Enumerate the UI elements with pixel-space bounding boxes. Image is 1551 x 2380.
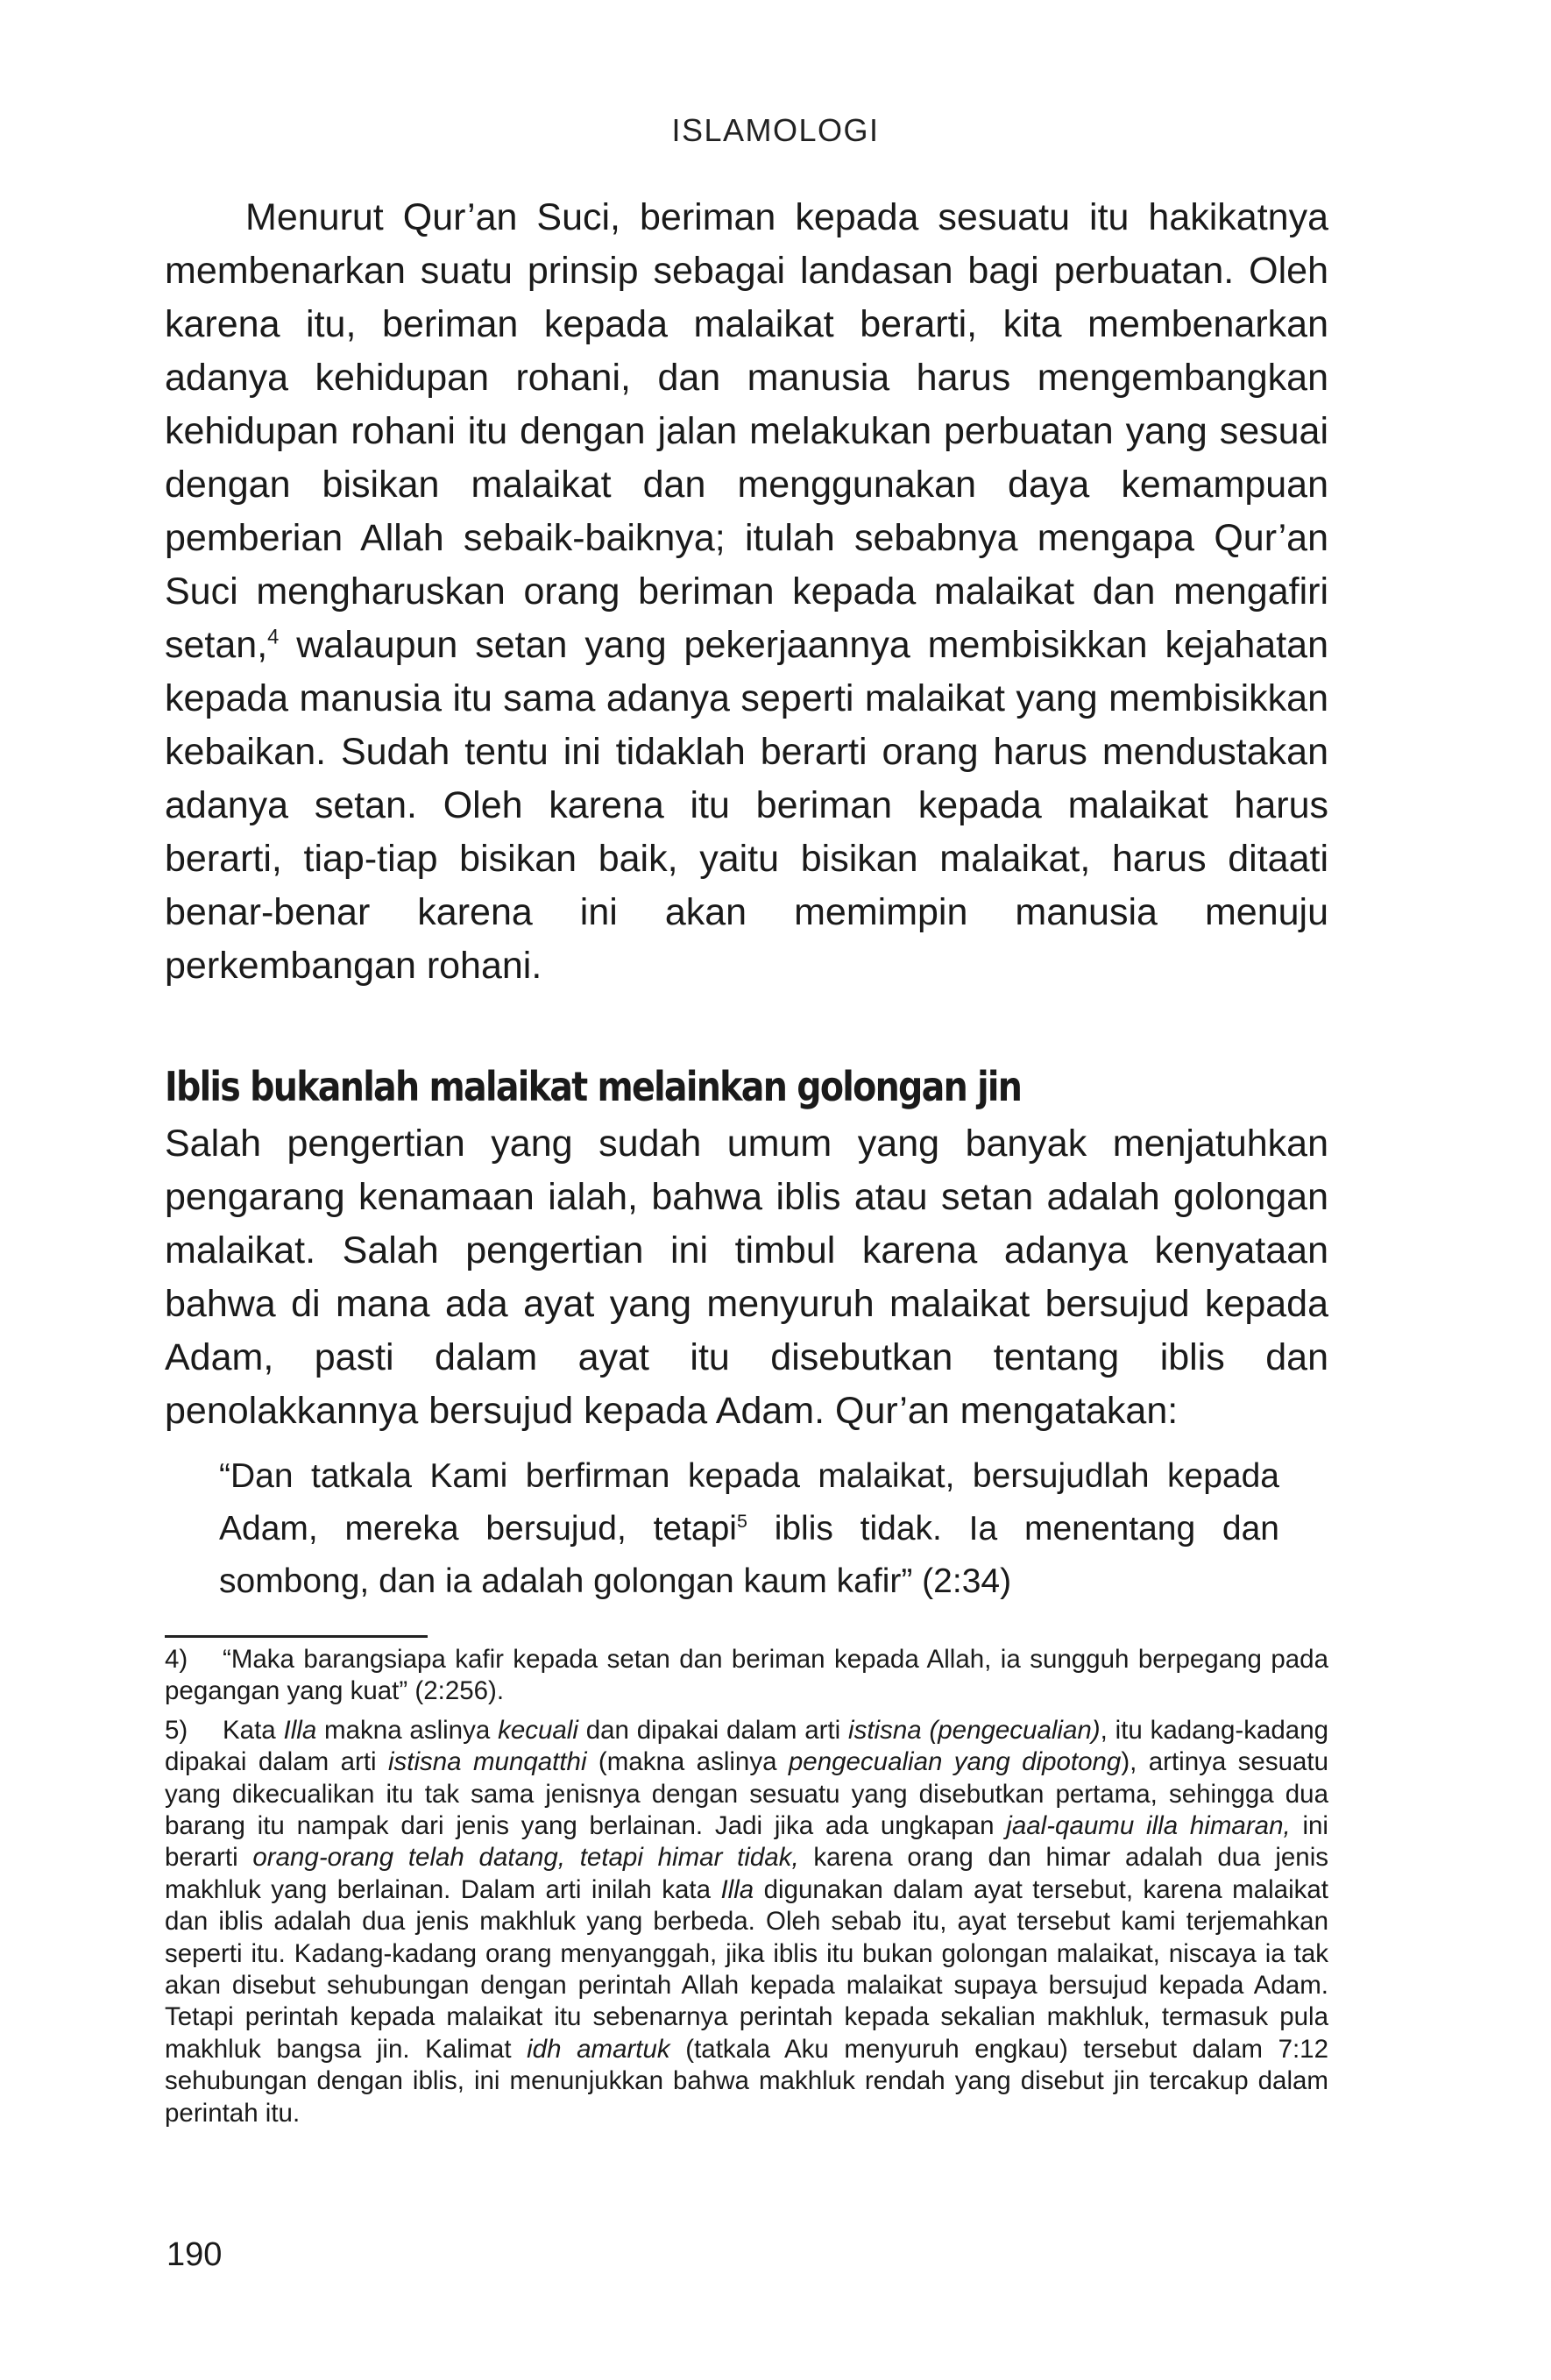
footnote-5-text: digunakan dalam ayat tersebut, karena malaikat dan iblis adalah dua jenis makhluk yang berbeda. Oleh sebab itu, ayat tersebut kami terjemahkan seperti itu. Kadang-kadang orang menyanggah, jika iblis itu bukan golongan malaikat, niscaya ia tak akan disebut sehubungan dengan perintah Allah kepada malaikat supaya bersujud kepada Adam. Tetapi perintah kepada malaikat itu sebenarnya perintah kepada sekalian makhluk, termasuk pula makhluk bangsa jin. Kalimat — [165, 1874, 1328, 2064]
footnote-5-term: istisna munqatthi — [387, 1747, 587, 1777]
footnote-5 — [165, 1715, 1328, 2129]
footnote-5-text: Kata — [223, 1715, 284, 1745]
footnote-4-text: “Maka barangsiapa kafir kepada setan dan beriman kepada Allah, ia sungguh berpegang pada pegangan yang kuat” (2:256). — [165, 1645, 1328, 1706]
footnote-5-text: (makna aslinya — [586, 1747, 789, 1777]
footnote-5-text: ini berarti — [165, 1811, 1328, 1873]
footnote-5-text: makna aslinya — [316, 1715, 499, 1745]
footnote-divider — [165, 1635, 428, 1638]
paragraph-1-text — [165, 191, 1328, 993]
quote-text-a: “Dan tatkala Kami berfirman kepada malaikat, bersujudlah kepada Adam, mereka bersujud, tetapi — [219, 1457, 1279, 1548]
footnote-5-term: kecuali — [498, 1715, 578, 1745]
paragraph-1-text-b: walaupun setan yang pekerjaannya membisikkan kejahatan kepada manusia itu sama adanya seperti malaikat yang membisikkan kebaikan. Sudah tentu ini tidaklah berarti orang harus mendustakan adanya setan. Oleh karena itu beriman kepada malaikat harus berarti, tiap-tiap bisikan baik, yaitu bisikan malaikat, harus ditaati benar-benar karena ini akan memimpin manusia menuju perkembangan rohani. — [165, 624, 1328, 987]
footnote-5-term: orang-orang telah datang, tetapi himar tidak, — [252, 1843, 799, 1873]
quote-text — [219, 1450, 1279, 1608]
footnote-5-term: istisna (pengecualian) — [848, 1715, 1101, 1745]
footnote-5-term: pengecualian yang dipotong — [788, 1747, 1122, 1777]
footnote-5-text: (tatkala Aku menyuruh engkau) tersebut dalam 7:12 sehubungan dengan iblis, ini menunjukkan bahwa makhluk rendah yang disebut jin tercakup dalam perintah itu. — [165, 2034, 1328, 2128]
footnote-5-text: , itu kadang-kadang dipakai dalam arti — [165, 1715, 1329, 1777]
quote-text-b: iblis tidak. Ia menentang dan sombong, dan ia adalah golongan kaum kafir” (2:34) — [219, 1510, 1279, 1600]
footnote-5-number: 5) — [165, 1715, 188, 1745]
footnotes — [165, 1644, 1328, 2136]
paragraph-1 — [165, 191, 1328, 993]
paragraph-2 — [165, 1117, 1328, 1438]
footnote-5-text: ), artinya sesuatu yang dikecualikan itu tak sama jenisnya dengan sesuatu yang disebutkan pertama, sehingga dua barang itu nampak dari jenis yang berlainan. Jadi jika ada ungkapan — [165, 1747, 1328, 1841]
footnote-ref-4: 4 — [267, 626, 280, 649]
running-head: ISLAMOLOGI — [671, 112, 880, 148]
footnote-5-term: idh amartuk — [527, 2034, 670, 2064]
page-number: 190 — [166, 2236, 223, 2273]
footnote-5-text: dan dipakai dalam arti — [577, 1715, 849, 1745]
footnote-ref-5: 5 — [736, 1511, 747, 1532]
footnote-5-text: karena orang dan himar adalah dua jenis makhluk yang berlainan. Dalam arti inilah kata — [165, 1843, 1328, 1904]
footnote-5-term: Illa — [720, 1874, 754, 1904]
footnote-5-term: Illa — [283, 1715, 317, 1745]
footnote-4-number: 4) — [165, 1645, 188, 1674]
quran-quote — [219, 1450, 1279, 1608]
footnote-5-term: jaal-qaumu illa himaran, — [1006, 1811, 1291, 1841]
paragraph-1-text-a: Menurut Qur’an Suci, beriman kepada sesuatu itu hakikatnya membenarkan suatu prinsip sebagai landasan bagi perbuatan. Oleh karena itu, beriman kepada malaikat berarti, kita membenarkan adanya kehidupan rohani, dan manusia harus mengembangkan kehidupan rohani itu dengan jalan melakukan perbuatan yang sesuai dengan bisikan malaikat dan menggunakan daya kemampuan pemberian Allah sebaik-baiknya; itulah sebabnya mengapa Qur’an Suci mengharuskan orang beriman kepada malaikat dan mengafiri setan, — [165, 196, 1328, 666]
paragraph-2-text: Salah pengertian yang sudah umum yang banyak menjatuhkan pengarang kenamaan ialah, bahwa iblis atau setan adalah golongan malaikat. Salah pengertian ini timbul karena adanya kenyataan bahwa di mana ada ayat yang menyuruh malaikat bersujud kepada Adam, pasti dalam ayat itu disebutkan tentang iblis dan penolakkannya bersujud kepada Adam. Qur’an mengatakan: — [165, 1123, 1328, 1432]
footnote-4 — [165, 1644, 1328, 1708]
section-heading: Iblis bukanlah malaikat melainkan golongan jin — [165, 1063, 1022, 1110]
